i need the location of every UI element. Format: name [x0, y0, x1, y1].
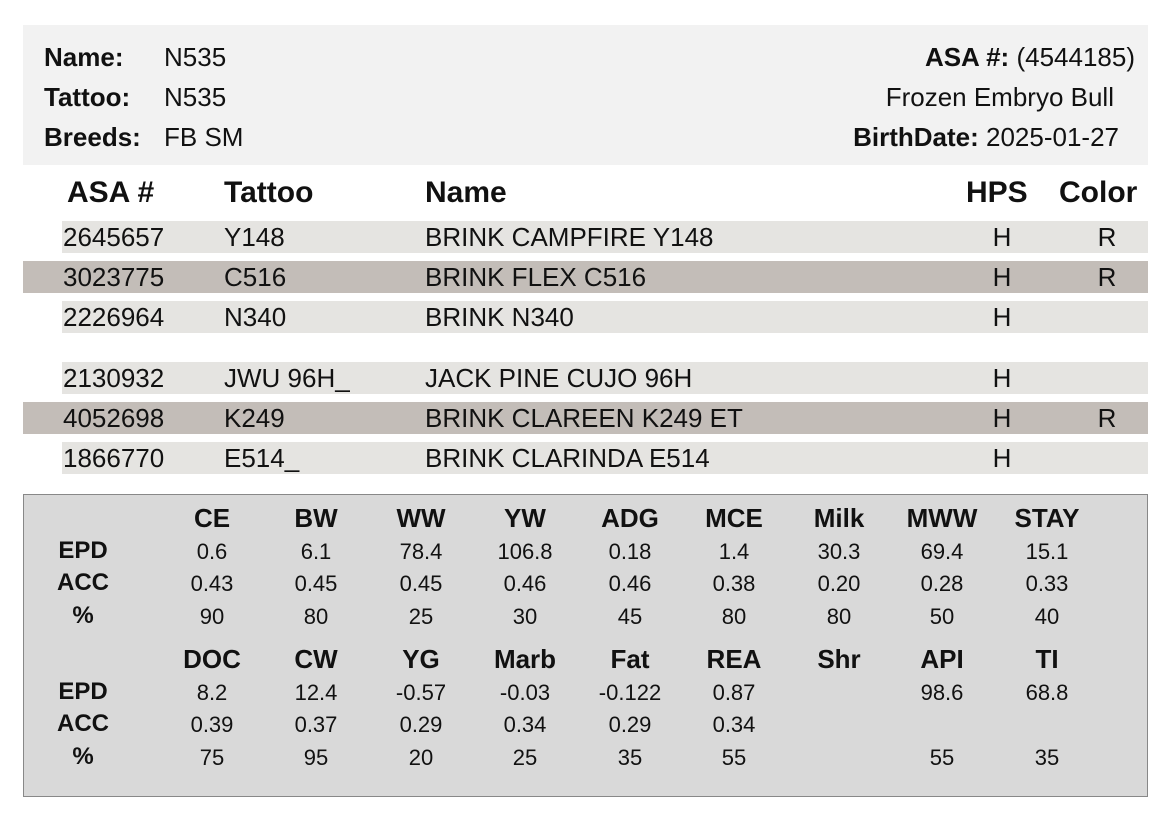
asa-label: ASA #:: [924, 42, 1010, 72]
birthdate-label: BirthDate:: [853, 122, 979, 152]
percent-value: 25: [512, 745, 538, 770]
acc-value: 0.28: [920, 571, 964, 596]
epd-value: 12.4: [294, 680, 338, 705]
percent-value: 40: [1034, 604, 1060, 629]
row-tattoo: K249: [224, 403, 285, 433]
asa-number: [925, 42, 1135, 73]
acc-value: 0.29: [608, 712, 652, 737]
row-name: BRINK CAMPFIRE Y148: [425, 222, 714, 252]
acc-value: 0.34: [712, 712, 756, 737]
trait-header: DOC: [183, 644, 241, 674]
acc-value: 0.20: [817, 571, 861, 596]
row-hps: H: [992, 302, 1012, 332]
trait-header: CW: [294, 644, 338, 674]
epd-value: 0.18: [608, 539, 652, 564]
epd-value: 68.8: [1025, 680, 1069, 705]
pedigree-row-sire: [62, 221, 1148, 253]
row-label-epd: EPD: [58, 537, 108, 564]
col-header-tattoo: Tattoo: [224, 176, 314, 209]
row-hps: H: [992, 363, 1012, 393]
acc-value: 0.38: [712, 571, 756, 596]
row-label-acc: ACC: [57, 710, 109, 737]
epd-value: 15.1: [1025, 539, 1069, 564]
birthdate: [853, 122, 1119, 153]
epd-value: 78.4: [399, 539, 443, 564]
epd-value: -0.03: [499, 680, 551, 705]
epd-value: -0.122: [598, 680, 662, 705]
breeds-value: FB SM: [164, 122, 244, 152]
row-hps: H: [992, 262, 1012, 292]
row-hps: H: [992, 443, 1012, 473]
percent-value: 20: [408, 745, 434, 770]
percent-value: 50: [929, 604, 955, 629]
row-label-acc: ACC: [57, 569, 109, 596]
row-tattoo: C516: [224, 262, 287, 292]
row-hps: H: [992, 222, 1012, 252]
percent-value: 35: [617, 745, 643, 770]
row-asa: 3023775: [63, 262, 165, 292]
trait-header: YG: [402, 644, 440, 674]
epd-value: 6.1: [300, 539, 332, 564]
acc-value: 0.45: [399, 571, 443, 596]
percent-value: 80: [721, 604, 747, 629]
row-asa: 4052698: [63, 403, 165, 433]
col-header-name: Name: [425, 176, 507, 209]
trait-header: CE: [193, 503, 231, 533]
acc-value: 0.29: [399, 712, 443, 737]
birthdate-value: 2025-01-27: [986, 122, 1119, 152]
trait-header: REA: [706, 644, 762, 674]
name-label: Name:: [44, 42, 124, 72]
row-label-percent: %: [72, 743, 94, 770]
trait-header: WW: [396, 503, 446, 533]
row-name: BRINK N340: [425, 302, 574, 332]
percent-value: 25: [408, 604, 434, 629]
row-name: BRINK CLAREEN K249 ET: [425, 403, 743, 433]
row-name: JACK PINE CUJO 96H: [425, 363, 693, 393]
percent-value: 30: [512, 604, 538, 629]
name-value: N535: [164, 42, 227, 72]
percent-value: 80: [826, 604, 852, 629]
col-header-color: Color: [1059, 176, 1138, 209]
animal-status: Frozen Embryo Bull: [885, 82, 1114, 112]
epd-panel: [23, 494, 1148, 797]
epd-value: 8.2: [196, 680, 228, 705]
pedigree-row-dam-dam: [62, 442, 1148, 474]
epd-value: 0.87: [712, 680, 756, 705]
row-hps: H: [992, 403, 1012, 433]
col-header-asa: ASA #: [67, 176, 155, 209]
pedigree-row-sire-sire: [23, 261, 1148, 293]
epd-value: 0.6: [196, 539, 228, 564]
row-name: BRINK CLARINDA E514: [425, 443, 710, 473]
row-tattoo: Y148: [224, 222, 285, 252]
trait-header: Fat: [610, 644, 650, 674]
percent-value: 80: [303, 604, 329, 629]
row-asa: 2130932: [63, 363, 165, 393]
epd-value: 106.8: [497, 539, 553, 564]
epd-value: 98.6: [920, 680, 964, 705]
col-header-hps: HPS: [966, 176, 1028, 209]
pedigree-row-sire-dam: [62, 301, 1148, 333]
trait-header: TI: [1035, 644, 1059, 674]
trait-header: STAY: [1014, 503, 1080, 533]
row-asa: 2226964: [63, 302, 165, 332]
row-color: R: [1097, 222, 1117, 252]
trait-header: Marb: [493, 644, 557, 674]
row-color: R: [1097, 262, 1117, 292]
acc-value: 0.33: [1025, 571, 1069, 596]
acc-value: 0.39: [190, 712, 234, 737]
trait-header: BW: [294, 503, 338, 533]
percent-value: 95: [303, 745, 329, 770]
acc-value: 0.45: [294, 571, 338, 596]
acc-value: 0.37: [294, 712, 338, 737]
tattoo-label: Tattoo:: [44, 82, 131, 112]
percent-value: 75: [199, 745, 225, 770]
row-label-percent: %: [72, 602, 94, 629]
epd-value: 1.4: [718, 539, 750, 564]
trait-header: API: [920, 644, 964, 674]
row-color: R: [1097, 403, 1117, 433]
trait-header: MCE: [705, 503, 763, 533]
acc-value: 0.34: [503, 712, 547, 737]
trait-header: YW: [504, 503, 546, 533]
acc-value: 0.43: [190, 571, 234, 596]
row-tattoo: E514_: [224, 443, 300, 473]
trait-header: Milk: [813, 503, 865, 533]
asa-value: (4544185): [1016, 42, 1135, 72]
animal-header: [23, 25, 1148, 165]
trait-header: Shr: [817, 644, 861, 674]
breeds-label: Breeds:: [44, 122, 141, 152]
epd-value: 69.4: [920, 539, 964, 564]
row-label-epd: EPD: [58, 678, 108, 705]
epd-value: -0.57: [395, 680, 447, 705]
tattoo-value: N535: [164, 82, 227, 112]
percent-value: 55: [929, 745, 955, 770]
percent-value: 90: [199, 604, 225, 629]
row-tattoo: N340: [224, 302, 287, 332]
epd-value: 30.3: [817, 539, 861, 564]
percent-value: 55: [721, 745, 747, 770]
acc-value: 0.46: [608, 571, 652, 596]
acc-value: 0.46: [503, 571, 547, 596]
pedigree-row-dam-sire: [23, 402, 1148, 434]
pedigree-row-dam: [62, 362, 1148, 394]
row-asa: 2645657: [63, 222, 165, 252]
trait-header: ADG: [601, 503, 659, 533]
percent-value: 35: [1034, 745, 1060, 770]
row-name: BRINK FLEX C516: [425, 262, 647, 292]
row-asa: 1866770: [63, 443, 165, 473]
row-tattoo: JWU 96H_: [224, 363, 350, 393]
trait-header: MWW: [906, 503, 978, 533]
percent-value: 45: [617, 604, 643, 629]
